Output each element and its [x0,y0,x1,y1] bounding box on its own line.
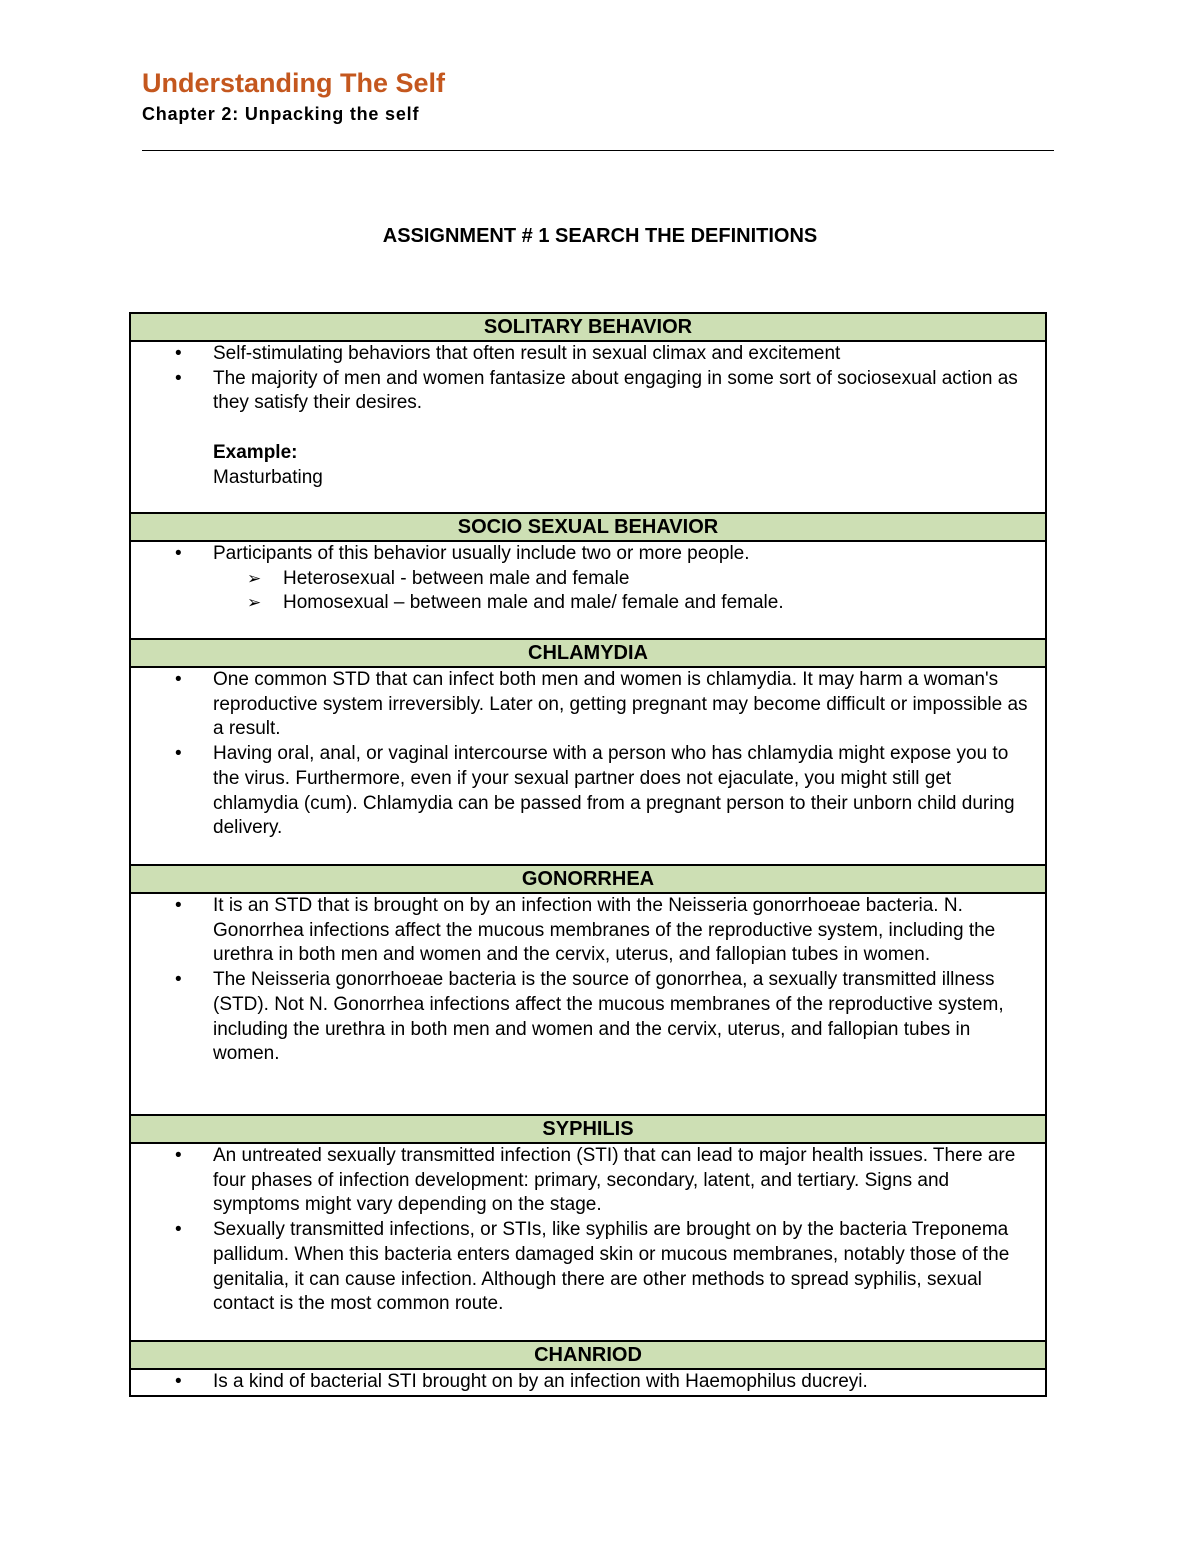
table-row [130,513,1046,541]
section-body-socio [130,541,1046,639]
list-item: • Is a kind of bacterial STI brought on by an infection with Haemophilus ducreyi. [131,1370,1045,1395]
section-heading-solitary: SOLITARY BEHAVIOR [130,313,1046,341]
list-item: • Sexually transmitted infections, or STIs, like syphilis are brought on by the bacteria Treponema pallidum. When this bacteria enters damaged skin or mucous membranes, notably those of the genitalia, it can cause infection. Although there are other methods to spread syphilis, sexual contact is the most common route. [131,1218,1045,1317]
section-body-syphilis [130,1143,1046,1341]
section-heading-gonorrhea: GONORRHEA [130,865,1046,893]
section-body-solitary [130,341,1046,513]
section-heading-chancroid: CHANRIOD [130,1341,1046,1369]
table-row [130,541,1046,639]
list-item: • An untreated sexually transmitted infection (STI) that can lead to major health issues. There are four phases of infection development: primary, secondary, latent, and tertiary. Signs and symptoms might vary depending on the stage. [131,1144,1045,1218]
section-heading-chlamydia: CHLAMYDIA [130,639,1046,667]
table-row [130,1115,1046,1143]
sub-list-item: ➢ Heterosexual - between male and female [131,567,1045,592]
header-divider [142,150,1054,151]
section-heading-socio: SOCIO SEXUAL BEHAVIOR [130,513,1046,541]
table-row [130,893,1046,1115]
example-label: Example: [213,441,298,463]
table-row [130,313,1046,341]
section-heading-syphilis: SYPHILIS [130,1115,1046,1143]
assignment-title: ASSIGNMENT # 1 SEARCH THE DEFINITIONS [382,225,818,247]
section-body-gonorrhea [130,893,1046,1115]
table-row [130,1143,1046,1341]
document-title: Understanding The Self [142,68,446,98]
table-row [130,1369,1046,1396]
list-item: • The majority of men and women fantasize about engaging in some sort of sociosexual action as they satisfy their desires. [131,367,1045,416]
list-item: • Self-stimulating behaviors that often result in sexual climax and excitement [131,342,1045,367]
sub-list-item: ➢ Homosexual – between male and male/ female and female. [131,591,1045,616]
table-row [130,865,1046,893]
definitions-table [129,312,1047,1397]
table-row [130,341,1046,513]
example-text: Masturbating [213,466,323,488]
chapter-subtitle: Chapter 2: Unpacking the self [142,104,420,124]
list-item: • Participants of this behavior usually include two or more people. [131,542,1045,567]
section-body-chancroid [130,1369,1046,1396]
list-item: • Having oral, anal, or vaginal intercourse with a person who has chlamydia might expose you to the virus. Furthermore, even if your sexual partner does not ejaculate, you might still get chlamydia (cum). Chlamydia can be passed from a pregnant person to their unborn child during delivery. [131,742,1045,841]
table-row [130,639,1046,667]
list-item: • The Neisseria gonorrhoeae bacteria is the source of gonorrhea, a sexually transmitted illness (STD). Not N. Gonorrhea infections affect the mucous membranes of the reproductive system, including the urethra in both men and women and the cervix, uterus, and fallopian tubes in women. [131,968,1045,1067]
table-row [130,1341,1046,1369]
list-item: • It is an STD that is brought on by an infection with the Neisseria gonorrhoeae bacteria. N. Gonorrhea infections affect the mucous membranes of the reproductive system, including the urethra in both men and women and the cervix, uterus, and fallopian tubes in women. [131,894,1045,968]
table-row [130,667,1046,865]
list-item: • One common STD that can infect both men and women is chlamydia. It may harm a woman's reproductive system irreversibly. Later on, getting pregnant may become difficult or impossible as a result. [131,668,1045,742]
section-body-chlamydia [130,667,1046,865]
